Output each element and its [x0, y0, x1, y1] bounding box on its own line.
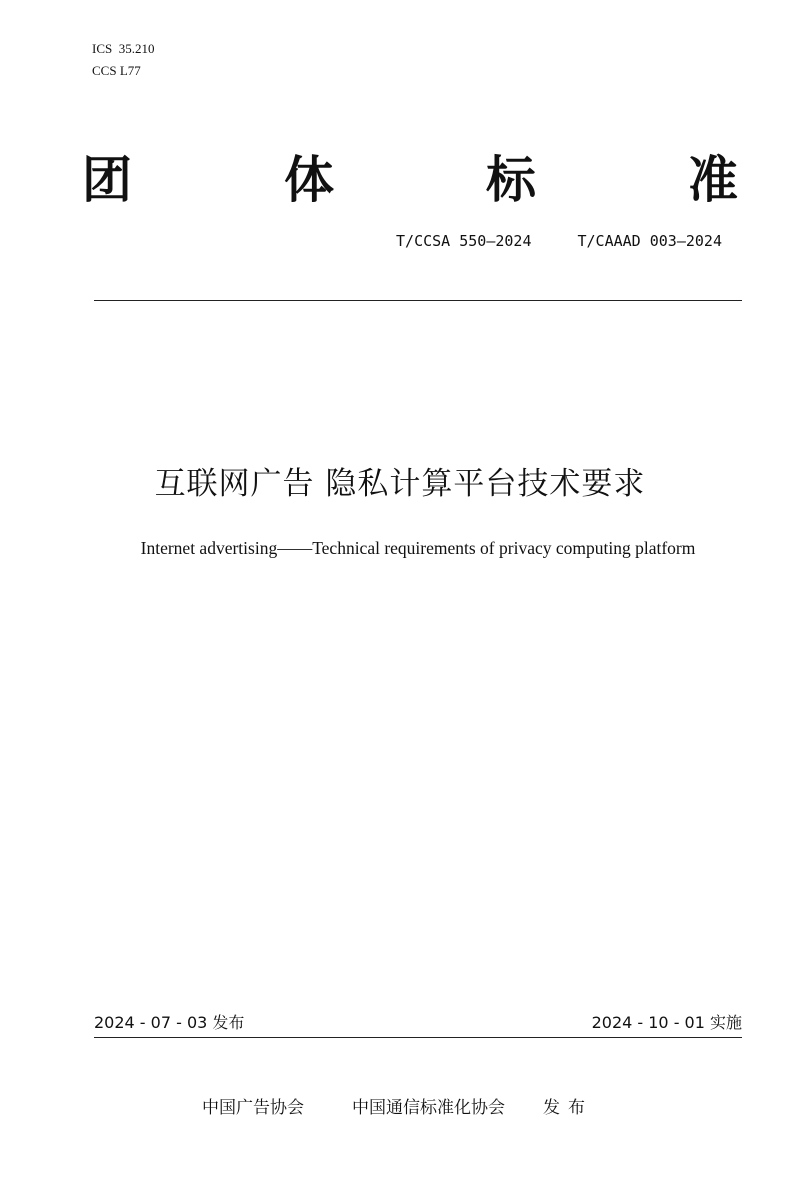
doc-type-char-3: 标: [486, 151, 536, 209]
doc-type-char-1: 团: [82, 151, 132, 209]
ics-code: ICS 35.210: [92, 41, 155, 56]
standard-number-ccsa: T/CCSA 550—2024: [396, 232, 532, 250]
title-chinese: 互联网广告 隐私计算平台技术要求: [154, 466, 646, 502]
bottom-divider: [94, 1037, 742, 1038]
doc-type-char-2: 体: [284, 151, 334, 209]
doc-type-char-4: 准: [688, 151, 738, 209]
standard-numbers: [396, 230, 722, 252]
ccs-code: CCS L77: [92, 63, 141, 78]
dates-row: [94, 1012, 742, 1034]
document-type-heading: [82, 148, 738, 212]
publisher-ccsa: 中国通信标准化协会: [352, 1098, 505, 1118]
standard-number-caaad: T/CAAAD 003—2024: [577, 232, 722, 250]
publish-label: 发布: [543, 1098, 593, 1118]
classification-codes: [92, 38, 154, 82]
implementation-date: 2024 - 10 - 01 实施: [591, 1013, 742, 1032]
publisher-china-advertising-association: 中国广告协会: [202, 1098, 304, 1118]
title-english: Internet advertising——Technical requirements of privacy computing platform: [140, 538, 696, 558]
top-divider: [94, 300, 742, 301]
release-date: 2024 - 07 - 03 发布: [94, 1013, 245, 1032]
publishers-line: [202, 1095, 593, 1121]
